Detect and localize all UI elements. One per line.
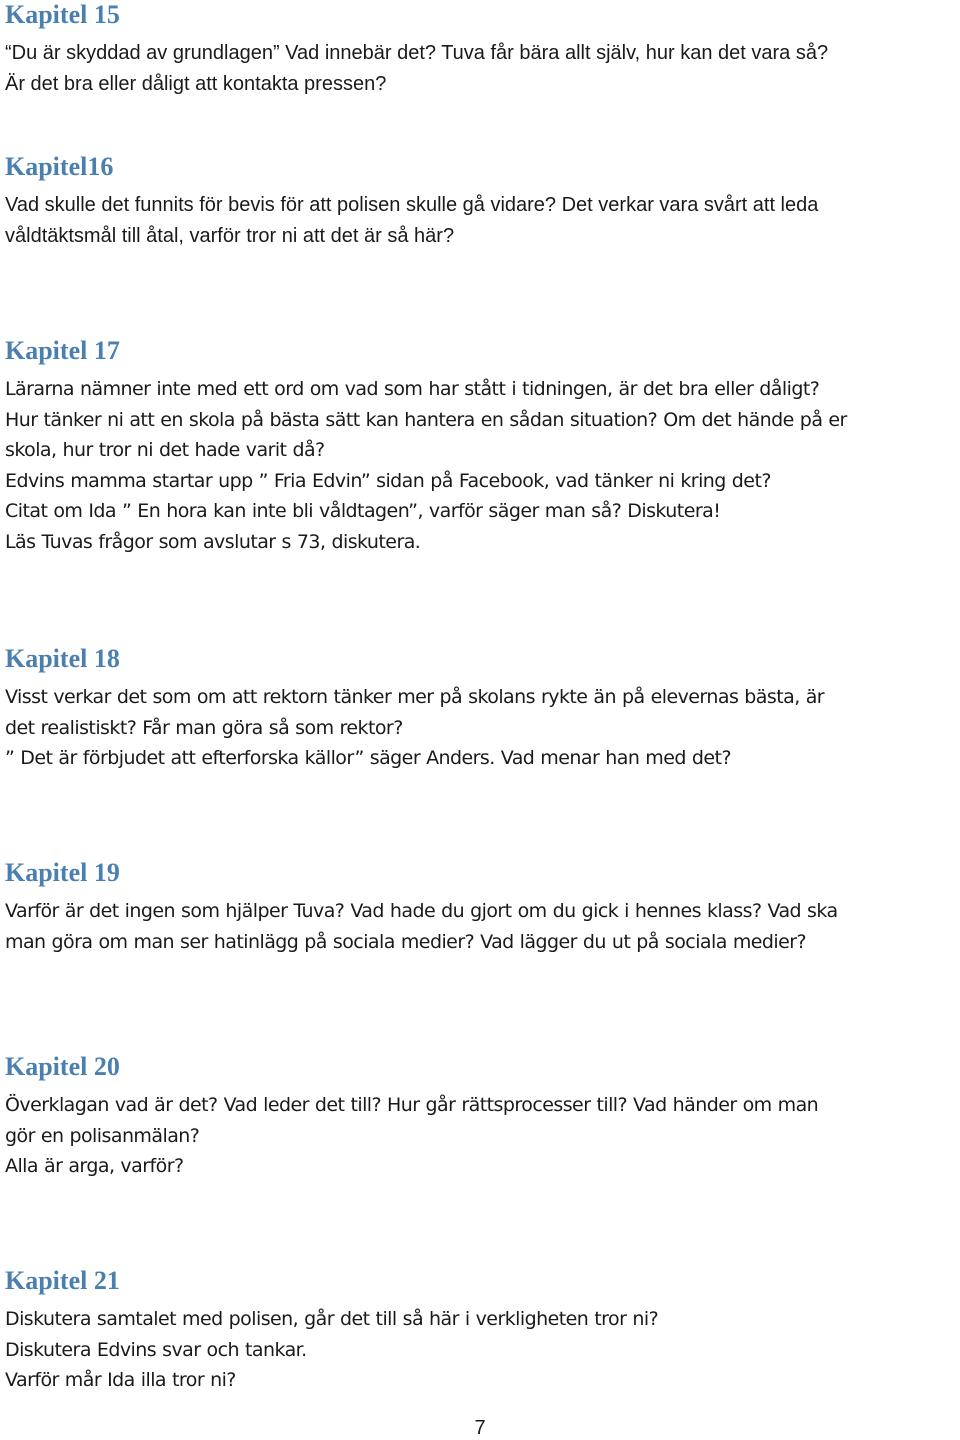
chapter-heading: Kapitel 15	[5, 0, 120, 29]
chapter-questions	[5, 1090, 955, 1182]
chapter-questions	[5, 896, 955, 957]
text-line: Läs Tuvas frågor som avslutar s 73, diskutera.	[5, 530, 421, 553]
chapter-18-section	[5, 644, 955, 774]
chapter-questions	[5, 190, 955, 251]
page-number: 7	[474, 1417, 486, 1439]
chapter-heading: Kapitel 21	[5, 1266, 120, 1295]
chapter-heading: Kapitel16	[5, 152, 114, 181]
text-line: skola, hur tror ni det hade varit då?	[5, 439, 325, 461]
text-line: Är det bra eller dåligt att kontakta pressen?	[5, 72, 387, 95]
chapter-19-section	[5, 858, 955, 957]
text-line: Lärarna nämner inte med ett ord om vad som har stått i tidningen, är det bra eller dåligt?	[5, 378, 820, 400]
text-line: våldtäktsmål till åtal, varför tror ni att det är så här?	[5, 224, 455, 247]
text-line: Hur tänker ni att en skola på bästa sätt kan hantera en sådan situation? Om det hände på er	[5, 408, 847, 431]
text-line: Överklagan vad är det? Vad leder det till? Hur går rättsprocesser till? Vad händer om man	[5, 1094, 819, 1116]
chapter-questions	[5, 1304, 955, 1396]
chapter-questions	[5, 374, 955, 557]
text-line: Vad skulle det funnits för bevis för att polisen skulle gå vidare? Det verkar vara svårt att leda	[5, 194, 819, 216]
text-line: Citat om Ida ” En hora kan inte bli våldtagen”, varför säger man så? Diskutera!	[5, 500, 721, 522]
text-line: ” Det är förbjudet att efterforska källor” säger Anders. Vad menar han med det?	[5, 747, 731, 769]
chapter-heading: Kapitel 18	[5, 644, 120, 673]
chapter-heading: Kapitel 19	[5, 858, 120, 887]
chapter-17-section	[5, 336, 955, 557]
text-line: det realistiskt? Får man göra så som rektor?	[5, 716, 403, 739]
text-line: gör en polisanmälan?	[5, 1124, 200, 1147]
text-line: Diskutera Edvins svar och tankar.	[5, 1338, 307, 1361]
text-line: Varför mår Ida illa tror ni?	[5, 1369, 236, 1391]
text-line: man göra om man ser hatinlägg på sociala medier? Vad lägger du ut på sociala medier?	[5, 930, 807, 953]
text-line: Alla är arga, varför?	[5, 1155, 184, 1177]
text-line: Visst verkar det som om att rektorn tänker mer på skolans rykte än på elevernas bästa, är	[5, 686, 825, 708]
chapter-questions	[5, 682, 955, 774]
chapter-questions	[5, 38, 955, 99]
text-line: “Du är skyddad av grundlagen” Vad innebär det? Tuva får bära allt själv, hur kan det vara så?	[5, 42, 829, 64]
text-line: Edvins mamma startar upp ” Fria Edvin” sidan på Facebook, vad tänker ni kring det?	[5, 469, 771, 492]
text-line: Varför är det ingen som hjälper Tuva? Vad hade du gjort om du gick i hennes klass? Vad ska	[5, 900, 838, 922]
chapter-21-section	[5, 1266, 955, 1396]
chapter-20-section	[5, 1052, 955, 1182]
text-line: Diskutera samtalet med polisen, går det till så här i verkligheten tror ni?	[5, 1308, 659, 1330]
chapter-heading: Kapitel 17	[5, 336, 120, 365]
chapter-16-section	[5, 152, 955, 251]
chapter-15-section	[5, 0, 955, 99]
chapter-heading: Kapitel 20	[5, 1052, 120, 1081]
